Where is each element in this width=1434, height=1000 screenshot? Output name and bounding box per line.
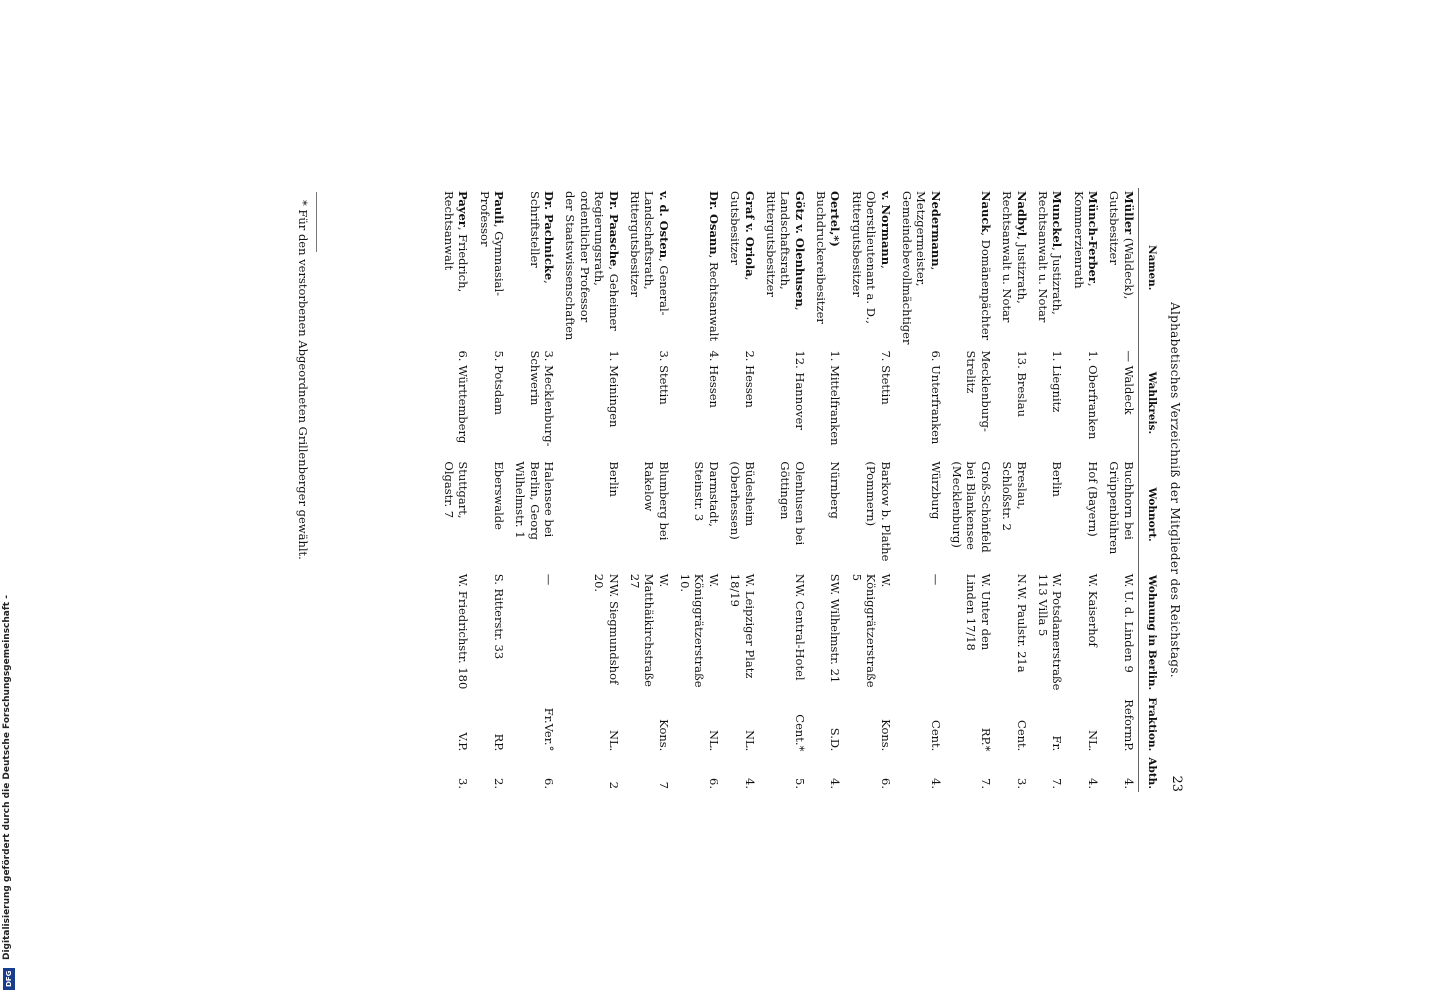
district-cell: 6. Württemberg xyxy=(456,350,471,444)
residence-cell: Nürnberg xyxy=(828,461,843,519)
member-name-cell xyxy=(673,188,723,347)
district-cell: 1. Liegnitz xyxy=(1050,350,1065,413)
division-cell: 6. xyxy=(878,778,893,789)
table-row xyxy=(945,188,995,792)
residence-cell: Stuttgart, Olgastr. 7 xyxy=(441,461,471,519)
residence-cell: Blumberg bei Rakelow xyxy=(642,461,671,541)
berlin-address-cell: — xyxy=(928,573,943,586)
member-name-cell xyxy=(759,188,809,347)
rotated-page xyxy=(290,180,1190,800)
district-cell: 1. Mittelfranken xyxy=(828,350,843,446)
column-header-fraction: Fraktion. xyxy=(1138,694,1162,754)
member-title: , Friedrich, Rechtsanwalt xyxy=(441,191,471,293)
member-name-cell xyxy=(1031,188,1067,347)
division-cell: 3. xyxy=(456,778,471,789)
member-name-cell xyxy=(945,188,995,347)
table-row xyxy=(673,188,723,792)
table-row xyxy=(623,188,673,792)
member-name: Nauck xyxy=(978,191,993,233)
member-name: Pauli xyxy=(492,191,506,224)
member-name: Dr. Osann xyxy=(706,191,721,255)
berlin-address-cell: — xyxy=(542,573,557,586)
member-name-cell xyxy=(995,188,1031,347)
berlin-address-cell: W. Kaiserhof xyxy=(1086,573,1101,647)
member-title: , Justizrath, Rechtsanwalt u. Notar xyxy=(1036,191,1065,323)
berlin-address-cell: NW. Central-Hotel xyxy=(792,573,807,681)
member-title: , Gymnasial-Professor xyxy=(477,191,506,297)
member-name: Oertel,*) xyxy=(828,191,843,247)
table-row xyxy=(558,188,623,792)
member-name-cell xyxy=(895,188,945,347)
footnote-divider xyxy=(316,192,317,252)
member-title: , Landschaftsrath, Rittergutsbesitzer xyxy=(764,191,807,311)
fraction-cell: NL. xyxy=(742,729,757,752)
fraction-cell: NL. xyxy=(1086,729,1101,752)
table-row xyxy=(895,188,945,792)
residence-cell: Buchhorn bei Grüppenbühren xyxy=(1107,461,1136,555)
division-cell: 4. xyxy=(928,778,943,789)
member-title: Buchdruckereibesitzer xyxy=(814,191,829,324)
berlin-address-cell: W. Potsdamerstraße 113 Villa 5 xyxy=(1036,573,1065,691)
district-cell: 3. Stettin xyxy=(656,350,671,405)
division-cell: 7 xyxy=(656,781,671,789)
members-table xyxy=(437,188,1163,792)
division-cell: 7. xyxy=(978,778,993,789)
member-name: Munckel xyxy=(1050,191,1065,248)
residence-cell: Eberswalde xyxy=(492,461,506,530)
member-name: Götz v. Olenhusen xyxy=(792,191,807,307)
member-title: , Rechtsanwalt xyxy=(706,254,721,342)
fraction-cell: Cent. xyxy=(928,720,943,752)
district-cell: 3. Mecklenburg-Schwerin xyxy=(527,350,557,447)
member-name: Graf v. Oriola xyxy=(742,191,757,277)
division-cell: 7. xyxy=(1050,778,1065,789)
berlin-address-cell: W. Königgrätzerstraße 10. xyxy=(678,573,721,688)
member-name-cell xyxy=(723,188,759,347)
residence-cell: Olenhusen bei Göttingen xyxy=(778,461,807,546)
berlin-address-cell: W. Friedrichstr. 180 xyxy=(456,573,471,690)
member-title: , General-Landschaftsrath, Rittergutsbesitzer xyxy=(628,191,671,316)
fraction-cell: NL. xyxy=(606,729,621,752)
table-row xyxy=(1102,188,1138,792)
member-title: , Justizrath, Rechtsanwalt u. Notar xyxy=(1000,191,1029,323)
division-cell: 4. xyxy=(742,778,757,789)
district-cell: 1. Meiningen xyxy=(606,350,621,428)
table-row xyxy=(437,188,473,792)
residence-cell: Hof (Bayern) xyxy=(1086,461,1101,537)
district-cell: 1. Oberfranken xyxy=(1086,350,1101,440)
residence-cell: Büdesheim (Oberhessen) xyxy=(728,461,757,540)
column-header-address: Wohnung in Berlin. xyxy=(1138,571,1162,695)
fraction-cell: Kons. xyxy=(878,719,893,752)
fraction-cell: NL. xyxy=(706,729,721,752)
berlin-address-cell: W. Matthäikirchstraße 27 xyxy=(628,573,671,687)
residence-cell: Breslau, Schloßstr. 2 xyxy=(1000,461,1029,531)
member-name-cell xyxy=(845,188,895,347)
table-row xyxy=(845,188,895,792)
column-header-residence: Wohnort. xyxy=(1138,458,1162,570)
division-cell: 4. xyxy=(1121,778,1136,789)
berlin-address-cell: W. U. d. Linden 9 xyxy=(1121,573,1136,673)
table-row xyxy=(1031,188,1067,792)
column-header-division: Abth. xyxy=(1138,754,1162,792)
fraction-cell: Cent.* xyxy=(792,714,807,752)
division-cell: 6. xyxy=(706,778,721,789)
column-header-name: Namen. xyxy=(1138,188,1162,347)
member-title: , Schriftsteller xyxy=(527,191,557,284)
table-row xyxy=(1066,188,1102,792)
district-cell: 5. Potsdam xyxy=(492,350,506,415)
member-title: (Waldeck), Gutsbesitzer xyxy=(1107,191,1136,300)
table-row xyxy=(809,188,845,792)
member-name: Müller xyxy=(1121,191,1136,235)
district-cell: 7. Stettin xyxy=(878,350,893,405)
residence-cell: Berlin xyxy=(1050,461,1065,497)
member-name-cell xyxy=(508,188,558,347)
division-cell: 6. xyxy=(542,778,557,789)
table-header-row xyxy=(1138,188,1162,792)
dfg-logo: DFG xyxy=(3,968,15,990)
fraction-cell: Kons. xyxy=(656,719,671,752)
digitization-credit xyxy=(2,595,16,992)
fraction-cell: S.D. xyxy=(828,727,843,752)
division-cell: 4. xyxy=(828,778,843,789)
fraction-cell: Cent. xyxy=(1014,720,1029,752)
member-title: , Domänenpächter xyxy=(978,232,993,341)
district-cell: — Waldeck xyxy=(1121,350,1136,415)
district-cell: 4. Hessen xyxy=(706,350,721,408)
table-row xyxy=(723,188,759,792)
division-cell: 4. xyxy=(1086,778,1101,789)
district-cell: 13. Breslau xyxy=(1014,350,1029,418)
district-cell: 12. Hannover xyxy=(792,350,807,430)
district-cell: Mecklenburg-Strelitz xyxy=(964,350,993,432)
residence-cell: Berlin xyxy=(606,461,621,497)
berlin-address-cell: W. Leipziger Platz 18/19 xyxy=(728,573,757,679)
berlin-address-cell: W. Unter den Linden 17/18 xyxy=(964,573,993,651)
berlin-address-cell: NW. Siegmundshof 20. xyxy=(592,573,621,685)
residence-cell: Groß-Schönfeld bei Blankensee (Mecklenburg) xyxy=(950,461,993,553)
member-title: , Geheimer Regierungsrath, ordentlicher Professor der Staatswissenschaften xyxy=(563,191,621,341)
table-row xyxy=(995,188,1031,792)
member-title: , Gutsbesitzer xyxy=(728,191,757,281)
district-cell: 2. Hessen xyxy=(742,350,757,408)
fraction-cell: Fr.Ver.° xyxy=(542,707,557,752)
district-cell: 6. Unterfranken xyxy=(928,350,943,445)
fraction-cell: Fr. xyxy=(1050,735,1065,752)
residence-cell: Barkow b. Plathe (Pommern) xyxy=(864,461,893,562)
page-number: 23 xyxy=(1169,775,1184,792)
member-title: , Metzgermeister, Gemeindebevollmächtiger xyxy=(900,191,943,345)
residence-cell: Darmstadt, Steinstr. 3 xyxy=(692,461,721,527)
fraction-cell: RP. xyxy=(492,733,506,752)
member-name: Dr. Pachnicke xyxy=(542,191,557,281)
division-cell: 3. xyxy=(1014,778,1029,789)
member-name: Nadbyl xyxy=(1014,191,1029,237)
member-name: v. d. Osten xyxy=(656,191,671,259)
table-row xyxy=(472,188,508,792)
member-name-cell xyxy=(809,188,845,347)
division-cell: 2 xyxy=(606,781,621,789)
column-header-district: Wahlkreis. xyxy=(1138,347,1162,458)
residence-cell: Halensee bei Berlin, Georg Wilhelmstr. 1 xyxy=(513,461,557,541)
member-name-cell xyxy=(1102,188,1138,347)
table-body xyxy=(437,188,1139,792)
member-name-cell xyxy=(472,188,508,347)
member-name: Münch-Ferber xyxy=(1086,191,1101,283)
member-name-cell xyxy=(558,188,623,347)
member-name: Payer xyxy=(456,191,471,227)
berlin-address-cell: N.W. Paulstr. 21a xyxy=(1014,573,1029,673)
fraction-cell: RP.* xyxy=(978,727,993,752)
member-name: v. Normann xyxy=(878,191,893,266)
berlin-address-cell: S. Ritterstr. 33 xyxy=(492,573,506,660)
berlin-address-cell: W. Königgrätzerstraße 5 xyxy=(849,573,893,688)
residence-cell: Würzburg xyxy=(928,461,943,520)
division-cell: 2. xyxy=(492,778,506,789)
member-name-cell xyxy=(623,188,673,347)
division-cell: 5. xyxy=(792,778,807,789)
member-title: , Kommerzienrath xyxy=(1071,191,1101,289)
member-name: Dr. Paasche xyxy=(606,191,621,267)
footnote: * Für den verstorbenen Abgeordneten Grillenberger gewählt. xyxy=(296,200,310,560)
table-row xyxy=(759,188,809,792)
page-heading: Alphabetisches Verzeichniß der Mitglieder des Reichstags. xyxy=(1168,302,1182,678)
credit-text: Digitalisierung gefördert durch die Deutsche Forschungsgemeinschaft - xyxy=(2,595,12,960)
fraction-cell: ReformP. xyxy=(1121,699,1136,752)
berlin-address-cell: SW. Wilhelmstr. 21 xyxy=(828,573,843,684)
member-name-cell xyxy=(437,188,473,347)
member-name: Nedermann xyxy=(928,191,943,267)
member-title: , Oberstlieutenant a. D., Rittergutsbesitzer xyxy=(849,191,893,324)
member-name-cell xyxy=(1066,188,1102,347)
fraction-cell: V.P. xyxy=(456,732,471,752)
table-row xyxy=(508,188,558,792)
